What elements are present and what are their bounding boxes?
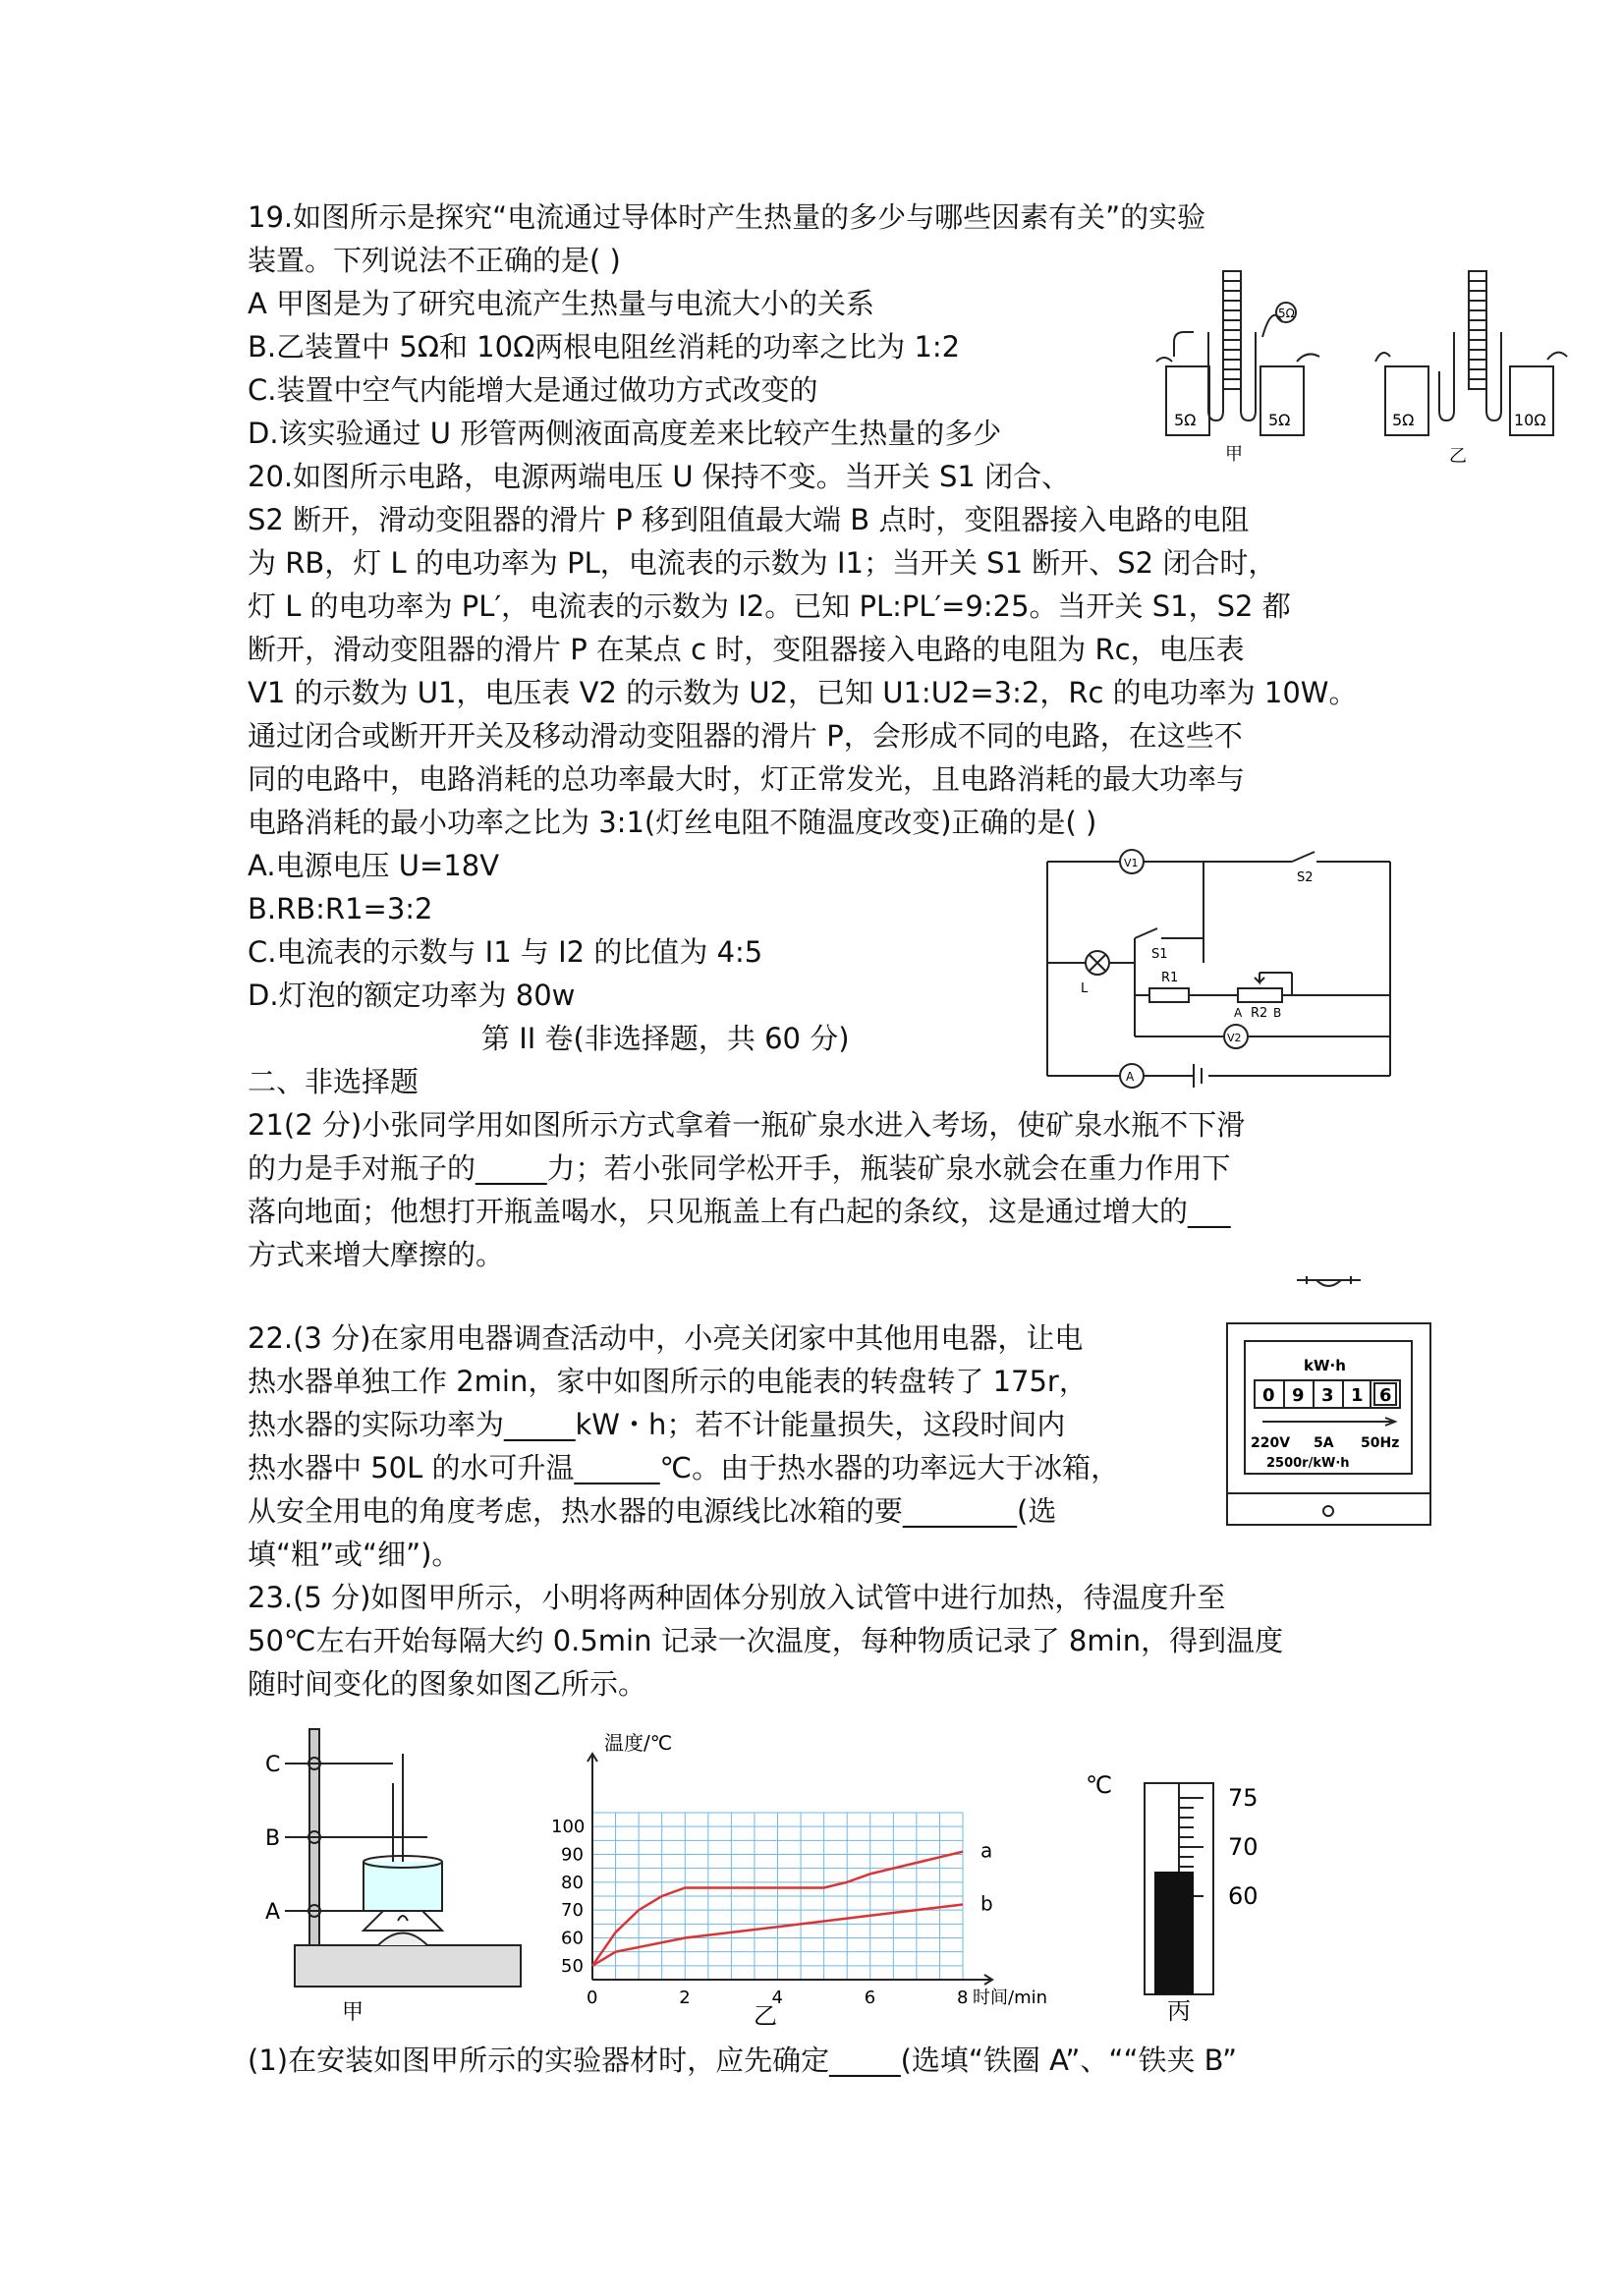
joule-heat-apparatus-figure [1154,263,1577,470]
q23-line1: 23.(5 分)如图甲所示，小明将两种固体分别放入试管中进行加热，待温度升至 [248,1581,1226,1614]
q19-stem-line2: 装置。下列说法不正确的是( ) [248,244,621,277]
voltmeter-v2-label: V2 [1227,1032,1242,1044]
stand-caption: 甲 [342,2000,364,2025]
resistor-r1-label: R1 [1161,971,1179,985]
resistor-5ohm-label-c: 5Ω [1392,411,1415,429]
part-two-title: 第 II 卷(非选择题，共 60 分) [481,1022,850,1055]
voltmeter-v1-label: V1 [1124,857,1139,869]
resistor-5ohm-label-a: 5Ω [1174,411,1197,429]
chart-y-tick-label: 80 [561,1872,584,1893]
resistor-5ohm-label-b: 5Ω [1268,411,1291,429]
meter-digit-5: 6 [1379,1385,1392,1406]
stand-label-a: A [265,1900,281,1925]
circuit-diagram-figure [1041,850,1395,1086]
chart-x-axis-label: 时间/min [973,1988,1048,2008]
q20-line9: 电路消耗的最小功率之比为 3:1(灯丝电阻不随温度改变)正确的是( ) [248,806,1097,839]
q20-line8: 同的电路中，电路消耗的总功率最大时，灯正常发光，且电路消耗的最大功率与 [248,762,1246,796]
resistor-r2-label: R2 [1251,1006,1268,1021]
thermometer-tick-60: 60 [1228,1882,1259,1910]
q21-line2: 的力是手对瓶子的_____力；若小张同学松开手，瓶装矿泉水就会在重力作用下 [248,1151,1231,1185]
resistor-5ohm-label-top: 5Ω [1278,307,1295,320]
resistor-10ohm-label: 10Ω [1514,411,1546,429]
meter-current-label: 5A [1314,1435,1334,1451]
chart-x-tick-label: 2 [679,1988,691,2008]
meter-digit-3: 3 [1321,1385,1334,1406]
electric-meter-figure [1223,1272,1434,1528]
switch-s1-label: S1 [1151,947,1168,962]
q20-line6: V1 的示数为 U1，电压表 V2 的示数为 U2，已知 U1:U2=3:2，Rc 的电功率为 10W。 [248,676,1358,709]
chart-caption: 乙 [754,2002,777,2030]
q19-option-b: B.乙装置中 5Ω和 10Ω两根电阻丝消耗的功率之比为 1:2 [248,330,961,364]
rheostat-end-b-label: B [1273,1006,1282,1020]
q19-stem-line1: 19.如图所示是探究“电流通过导体时产生热量的多少与哪些因素有关”的实验 [248,200,1206,234]
figure-caption-jia: 甲 [1225,444,1243,465]
section-title: 二、非选择题 [248,1065,420,1098]
meter-voltage-label: 220V [1251,1435,1291,1451]
q22-line1: 22.(3 分)在家用电器调查活动中，小亮关闭家中其他用电器，让电 [248,1321,1084,1355]
thermometer-figure [1081,1759,1326,2024]
meter-digit-2: 9 [1292,1385,1305,1406]
chart-y-axis-label: 温度/℃ [604,1731,673,1755]
chart-y-tick-label: 60 [561,1928,584,1949]
q22-line5: 从安全用电的角度考虑，热水器的电源线比冰箱的要________(选 [248,1494,1057,1528]
q23-subquestion-1: (1)在安装如图甲所示的实验器材时，应先确定_____(选填“铁圈 A”、““铁夹 B” [248,2044,1238,2077]
stand-label-c: C [265,1753,281,1777]
chart-y-tick-label: 100 [551,1817,586,1838]
lamp-l-label: L [1081,981,1089,996]
q22-line6: 填“粗”或“细”)。 [248,1538,461,1571]
chart-x-tick-label: 0 [587,1988,598,2008]
chart-y-tick-label: 70 [561,1900,584,1922]
q20-line4: 灯 L 的电功率为 PL′，电流表的示数为 I2。已知 PL:PL′=9:25。当开关 S1，S2 都 [248,589,1291,623]
rheostat-end-a-label: A [1234,1006,1243,1020]
meter-digit-1: 0 [1262,1385,1275,1406]
heating-stand-figure [246,1724,531,2024]
q19-option-a: A 甲图是为了研究电流产生热量与电流大小的关系 [248,287,875,320]
thermometer-caption: 丙 [1167,1997,1191,2025]
q20-line5: 断开，滑动变阻器的滑片 P 在某点 c 时，变阻器接入电路的电阻为 Rc，电压表 [248,633,1245,666]
q19-option-d: D.该实验通过 U 形管两侧液面高度差来比较产生热量的多少 [248,417,1002,450]
stand-label-b: B [265,1826,281,1851]
q23-line3: 随时间变化的图象如图乙所示。 [248,1667,647,1701]
q22-line4: 热水器中 50L 的水可升温______℃。由于热水器的功率远大于冰箱， [248,1451,1120,1484]
figure-caption-yi: 乙 [1449,446,1467,467]
chart-y-tick-label: 50 [561,1955,584,1977]
meter-unit-label: kW·h [1304,1357,1346,1374]
q22-line3: 热水器的实际功率为_____kW・h；若不计能量损失，这段时间内 [248,1408,1066,1441]
chart-x-tick-label: 8 [957,1988,969,2008]
thermometer-tick-75: 75 [1228,1784,1259,1812]
q20-line1: 20.如图所示电路，电源两端电压 U 保持不变。当开关 S1 闭合、 [248,460,1071,493]
switch-s2-label: S2 [1297,870,1314,885]
q21-line1: 21(2 分)小张同学用如图所示方式拿着一瓶矿泉水进入考场，使矿泉水瓶不下滑 [248,1108,1246,1142]
q20-line7: 通过闭合或断开开关及移动滑动变阻器的滑片 P，会形成不同的电路，在这些不 [248,719,1243,753]
chart-x-tick-label: 6 [864,1988,876,2008]
q20-option-c: C.电流表的示数与 I1 与 I2 的比值为 4:5 [248,935,763,969]
chart-y-tick-label: 90 [561,1844,584,1866]
chart-series-b-label: b [980,1891,993,1916]
q19-option-c: C.装置中空气内能增大是通过做功方式改变的 [248,373,818,407]
q22-line2: 热水器单独工作 2min，家中如图所示的电能表的转盘转了 175r， [248,1365,1088,1398]
thermometer-unit: ℃ [1086,1771,1112,1799]
temperature-time-chart [535,1731,1048,2030]
q20-option-a: A.电源电压 U=18V [248,849,500,882]
chart-x-tick-label: 4 [771,1988,783,2008]
chart-series-a-label: a [980,1838,993,1863]
q20-line3: 为 RB，灯 L 的电功率为 PL，电流表的示数为 I1；当开关 S1 断开、S2 闭合时， [248,546,1277,580]
q21-line4: 方式来增大摩擦的。 [248,1238,505,1271]
meter-frequency-label: 50Hz [1361,1435,1400,1451]
q20-option-d: D.灯泡的额定功率为 80w [248,979,576,1012]
thermometer-liquid-column [1154,1872,1194,1994]
ammeter-label: A [1126,1070,1135,1084]
meter-revolutions-label: 2500r/kW·h [1266,1456,1350,1471]
q21-line3: 落向地面；他想打开瓶盖喝水，只见瓶盖上有凸起的条纹，这是通过增大的___ [248,1195,1231,1228]
thermometer-tick-70: 70 [1228,1833,1259,1861]
meter-digit-4: 1 [1351,1385,1364,1406]
q20-line2: S2 断开，滑动变阻器的滑片 P 移到阻值最大端 B 点时，变阻器接入电路的电阻 [248,503,1250,536]
q23-line2: 50℃左右开始每隔大约 0.5min 记录一次温度，每种物质记录了 8min，得到温度 [248,1624,1284,1657]
q20-option-b: B.RB:R1=3:2 [248,892,433,925]
